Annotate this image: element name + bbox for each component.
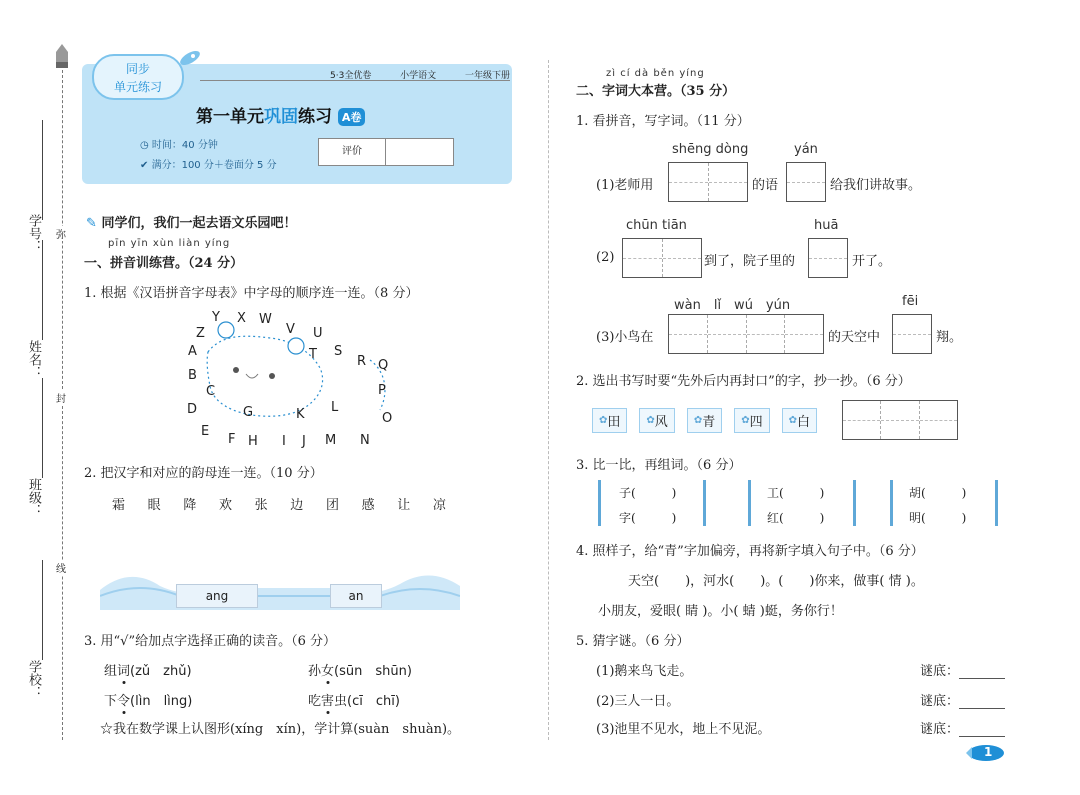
q2-char[interactable]: 眼 [147,498,161,513]
q5-answer-2[interactable] [920,690,1005,709]
r-q4: 4. 照样子，给“青”字加偏旁，再将新字填入句子中。（6 分） [576,544,924,559]
q3-dotted-char: 词 [117,664,131,679]
q1-r1-grid1[interactable] [668,162,748,202]
q3-pair-1 [598,480,706,526]
q2-char-tiles [592,408,817,433]
letter-r[interactable]: R [357,354,367,369]
q3-row1-a [104,660,192,679]
q3-char: 下 [104,694,118,709]
q3-pair-line[interactable]: 子( ) [619,486,677,500]
bear-outline [180,306,420,456]
q3-row2-b [308,690,400,709]
q3-dotted-char: 令 [117,694,131,709]
q3-pair-line[interactable]: 红( ) [767,511,825,525]
sec1-pinyin: pīn yīn xùn liàn yíng [108,238,231,249]
q3-char: 吃 [308,694,322,709]
seal-mi: 弥 [56,226,66,241]
q3-options[interactable]: (lìn lìng) [130,694,193,709]
q2-tile[interactable] [782,408,817,433]
series-name: 5·3全优卷 [330,71,372,81]
q2-char[interactable]: 凉 [432,498,446,513]
letter-t[interactable]: T [309,347,317,362]
q3-pair-2 [748,480,856,526]
q1-r1-mid: 的语 [752,178,779,193]
check-icon: ✔ [140,160,149,171]
letter-v[interactable]: V [286,322,295,337]
q1-r1-pre: (1)老师用 [596,178,654,193]
q4-line1[interactable]: 天空( )，河水( )。( )你来，做事( 情 )。 [628,574,924,589]
flower-icon: ✿ [646,415,655,426]
q4-line2[interactable]: 小朋友，爱眼( 睛 )。小( 蜻 )蜓，务你行！ [598,604,843,619]
q2-tile-char: 风 [654,415,668,430]
rhyme-an[interactable]: an [330,584,382,608]
seal-feng: 封 [56,390,66,405]
l-q1: 1. 根据《汉语拼音字母表》中字母的顺序连一连。（8 分） [84,286,419,301]
q2-tile[interactable] [592,408,627,433]
header-meta-line [200,80,510,81]
pen-icon [54,44,70,74]
flower-icon: ✿ [693,415,703,426]
q2-tile-char: 白 [797,415,811,430]
school-line[interactable] [42,560,43,660]
q1-r2-grid1[interactable] [622,238,702,278]
q3-dotted-char: 女 [321,664,335,679]
r-q3: 3. 比一比，再组词。（6 分） [576,458,742,473]
q2-char[interactable]: 降 [183,498,197,513]
cloud-band [100,556,460,610]
letter-o[interactable]: O [382,411,393,426]
field-class: 班级： [26,478,41,517]
r-q5: 5. 猜字谜。（6 分） [576,634,690,649]
eval-label: 评价 [319,139,386,165]
flower-icon: ✿ [741,415,750,426]
q2-char[interactable]: 团 [325,498,339,513]
letter-d[interactable]: D [187,402,198,417]
title-badge: A卷 [338,108,366,126]
q2-tile-char: 田 [607,415,621,430]
field-name: 姓名： [26,340,41,379]
letter-e[interactable]: E [201,424,210,439]
q1-r2-pre: (2) [596,250,615,265]
letter-m[interactable]: M [325,433,337,448]
time-info [140,136,218,151]
q1-r1-py2: yán [794,142,818,157]
q2-char[interactable]: 张 [254,498,268,513]
q3-pair-3 [890,480,998,526]
seal-xian: 线 [56,560,66,575]
letter-i[interactable]: I [282,434,286,449]
q2-char[interactable]: 边 [290,498,304,513]
pencil-icon: ✎ [86,216,97,231]
page-title [196,102,365,127]
q3-options[interactable]: (zǔ zhǔ) [130,664,192,679]
q3-row1-b [308,660,412,679]
q3-pair-line[interactable]: 工( ) [767,486,825,500]
q2-char[interactable]: 让 [397,498,411,513]
q5-answer-blank[interactable] [959,694,1005,709]
q5-answer-label: 谜底： [920,722,960,737]
letter-w[interactable]: W [259,312,272,327]
column-divider [548,60,549,740]
q5-item-2: (2)三人一日。 [596,694,680,709]
title-highlight: 巩固 [264,107,298,127]
eval-input[interactable] [386,139,453,165]
name-line[interactable] [42,240,43,340]
student-no-line[interactable] [42,120,43,220]
q5-item-3: (3)池里不见水，地上不见泥。 [596,722,771,737]
q1-r1-post: 给我们讲故事。 [830,178,922,193]
letter-l[interactable]: L [331,400,339,415]
q1-r2-py2: huā [814,218,839,233]
rocket-icon [176,48,202,76]
greeting [86,212,296,231]
rhyme-ang[interactable]: ang [176,584,258,608]
q1-r3-grid1[interactable] [668,314,824,354]
bear-dots-figure [180,306,420,456]
q2-answer-grid[interactable] [842,400,958,440]
letter-q[interactable]: Q [378,358,389,373]
field-student-no: 学号： [26,214,41,253]
sec2-pinyin: zì cí dà běn yíng [606,68,705,79]
letter-n[interactable]: N [360,433,370,448]
q1-r1-py1: shēng dòng [672,142,749,157]
q5-answer-1[interactable] [920,660,1005,679]
q3-char: 孙 [308,664,322,679]
q2-tile-char: 四 [749,415,763,430]
q2-tile[interactable] [734,408,769,433]
q2-tile-char: 青 [702,415,716,430]
q3-options[interactable]: (sūn shūn) [334,664,412,679]
letter-k[interactable]: K [296,407,305,422]
subject-name: 小学语文 [400,71,437,81]
r-q1: 1. 看拼音，写字词。（11 分） [576,114,750,129]
q5-answer-3[interactable] [920,718,1005,737]
sec2-title: 二、字词大本营。（35 分） [576,84,736,99]
title-prefix: 第一单元 [196,107,264,127]
badge-line2: 单元练习 [113,80,162,94]
q1-r1-grid2[interactable] [786,162,826,202]
q5-answer-blank[interactable] [959,664,1005,679]
q3-char: 组 [104,664,118,679]
q5-answer-label: 谜底： [920,664,960,679]
q3-row3[interactable]: ☆我在数学课上认图形(xíng xín)，学计算(suàn shuàn)。 [100,722,461,737]
title-suffix: 练习 [298,107,332,127]
letter-s[interactable]: S [334,344,343,359]
letter-c[interactable]: C [206,384,216,399]
q1-r3-pre: (3)小鸟在 [596,330,654,345]
letter-y[interactable]: Y [212,310,220,325]
letter-x[interactable]: X [237,311,246,326]
grade-name: 一年级下册 [464,71,510,81]
q1-r3-py1: wàn lǐ wú yún [674,298,791,313]
l-q2: 2. 把汉字和对应的韵母连一连。（10 分） [84,466,323,481]
q1-r2-grid2[interactable] [808,238,848,278]
q3-pair-line[interactable]: 胡( ) [909,486,967,500]
score-info [140,156,277,171]
badge-line1: 同步 [125,62,150,76]
letter-f[interactable]: F [228,432,236,447]
q5-answer-blank[interactable] [959,722,1005,737]
q3-pair-line[interactable]: 明( ) [909,511,967,525]
time-text: 时间：40 分钟 [151,140,218,151]
q1-r2-py1: chūn tiān [626,218,687,233]
q1-r2-post: 开了。 [852,254,892,269]
greeting-text: 同学们，我们一起去语文乐园吧！ [101,216,297,231]
field-school: 学校： [26,660,41,699]
letter-j[interactable]: J [302,434,306,449]
q1-r3-grid2[interactable] [892,314,932,354]
q3-pair-line[interactable]: 字( ) [619,511,677,525]
page-number: 1 [984,745,993,759]
score-text: 满分：100 分＋卷面分 5 分 [151,160,277,171]
letter-g[interactable]: G [243,405,254,420]
class-line[interactable] [42,378,43,478]
q5-item-1: (1)鹅来鸟飞走。 [596,664,693,679]
flower-icon: ✿ [599,415,608,426]
eval-box [318,138,454,166]
q1-r3-post: 翔。 [936,330,963,345]
letter-p[interactable]: P [378,383,386,398]
flower-icon: ✿ [788,415,798,426]
q2-char-row [112,494,446,513]
q1-r3-py2: fēi [902,294,919,309]
q1-r2-mid: 到了，院子里的 [704,254,796,269]
q3-row2-a [104,690,192,709]
q3-options[interactable]: 虫(cī chī) [334,694,400,709]
letter-z[interactable]: Z [196,326,205,341]
q2-tile[interactable] [687,408,722,433]
clock-icon: ◷ [140,140,149,151]
q5-answer-label: 谜底： [920,694,960,709]
q2-char[interactable]: 欢 [218,498,232,513]
badge [92,54,184,100]
q3-dotted-char: 害 [321,694,335,709]
letter-h[interactable]: H [248,434,258,449]
letter-b[interactable]: B [188,368,197,383]
letter-a[interactable]: A [188,344,197,359]
q2-char[interactable]: 感 [361,498,375,513]
r-q2: 2. 选出书写时要“先外后内再封口”的字，抄一抄。（6 分） [576,374,911,389]
letter-u[interactable]: U [313,326,323,341]
sec1-title: 一、拼音训练营。（24 分） [84,256,244,271]
l-q3: 3. 用“√”给加点字选择正确的读音。（6 分） [84,634,337,649]
q2-char[interactable]: 霜 [112,498,126,513]
q2-tile[interactable] [639,408,674,433]
q1-r3-mid: 的天空中 [828,330,881,345]
